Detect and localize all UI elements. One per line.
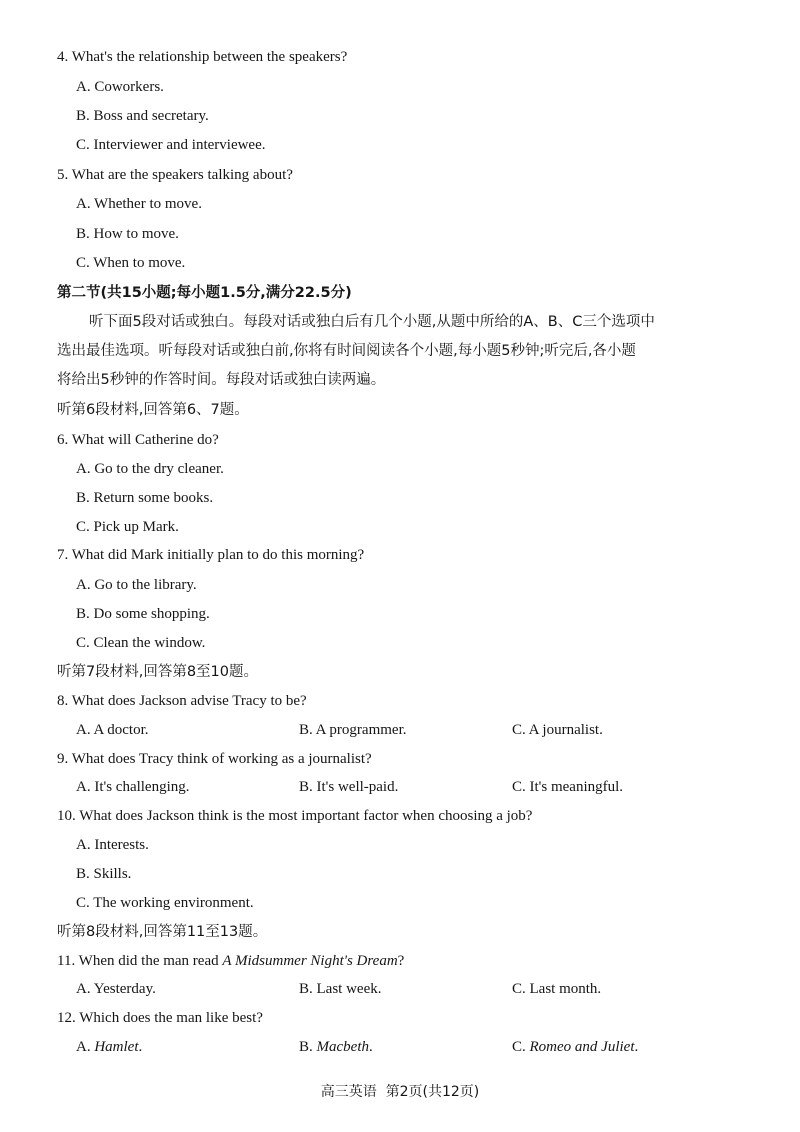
question-7-option-c: C. Clean the window. [76, 635, 206, 651]
question-4-option-a: A. Coworkers. [76, 79, 164, 95]
question-7-option-a: A. Go to the library. [76, 577, 197, 593]
question-7-stem: 7. What did Mark initially plan to do this morning? [57, 547, 365, 563]
question-4-stem: 4. What's the relationship between the speakers? [57, 49, 348, 65]
material-7-label: 听第7段材料,回答第8至10题。 [57, 664, 259, 680]
question-10-option-b: B. Skills. [76, 866, 132, 882]
play-title: A Midsummer Night's Dream [222, 953, 398, 969]
section-heading: 第二节(共15小题;每小题1.5分,满分22.5分) [57, 285, 352, 301]
page-footer: 高三英语 第2页(共12页) [320, 1084, 480, 1100]
question-5-option-a: A. Whether to move. [76, 196, 202, 212]
question-9-stem: 9. What does Tracy think of working as a journalist? [57, 751, 372, 767]
question-10-stem: 10. What does Jackson think is the most important factor when choosing a job? [57, 808, 533, 824]
question-6-option-b: B. Return some books. [76, 490, 214, 506]
question-10-option-a: A. Interests. [76, 837, 149, 853]
question-6-stem: 6. What will Catherine do? [57, 432, 219, 448]
question-5-option-c: C. When to move. [76, 255, 186, 271]
question-9-option-b: B. It's well-paid. [299, 779, 399, 795]
question-6-option-c: C. Pick up Mark. [76, 519, 179, 535]
question-11-option-a: A. Yesterday. [76, 981, 156, 997]
question-11-option-c: C. Last month. [512, 981, 602, 997]
question-5-option-b: B. How to move. [76, 226, 179, 242]
instruction-line-3: 将给出5秒钟的作答时间。每段对话或独白读两遍。 [57, 372, 386, 388]
question-11-stem: 11. When did the man read A Midsummer Night's Dream? [57, 953, 405, 969]
question-9-option-a: A. It's challenging. [76, 779, 190, 795]
question-6-option-a: A. Go to the dry cleaner. [76, 461, 224, 477]
question-9-option-c: C. It's meaningful. [512, 779, 624, 795]
question-7-option-b: B. Do some shopping. [76, 606, 210, 622]
question-8-option-c: C. A journalist. [512, 722, 603, 738]
instruction-line-2: 选出最佳选项。听每段对话或独白前,你将有时间阅读各个小题,每小题5秒钟;听完后,各小题 [57, 343, 636, 359]
question-12-option-c: C. Romeo and Juliet. [512, 1039, 639, 1055]
material-8-label: 听第8段材料,回答第11至13题。 [57, 924, 268, 940]
question-8-stem: 8. What does Jackson advise Tracy to be? [57, 693, 307, 709]
question-4-option-c: C. Interviewer and interviewee. [76, 137, 266, 153]
question-12-option-b: B. Macbeth. [299, 1039, 373, 1055]
question-12-option-a: A. Hamlet. [76, 1039, 143, 1055]
question-10-option-c: C. The working environment. [76, 895, 254, 911]
question-5-stem: 5. What are the speakers talking about? [57, 167, 293, 183]
question-11-option-b: B. Last week. [299, 981, 382, 997]
instruction-line-1: 听下面5段对话或独白。每段对话或独白后有几个小题,从题中所给的A、B、C三个选项中 [89, 314, 655, 330]
question-8-option-b: B. A programmer. [299, 722, 407, 738]
material-6-label: 听第6段材料,回答第6、7题。 [57, 402, 249, 418]
question-4-option-b: B. Boss and secretary. [76, 108, 209, 124]
question-12-stem: 12. Which does the man like best? [57, 1010, 263, 1026]
question-8-option-a: A. A doctor. [76, 722, 149, 738]
